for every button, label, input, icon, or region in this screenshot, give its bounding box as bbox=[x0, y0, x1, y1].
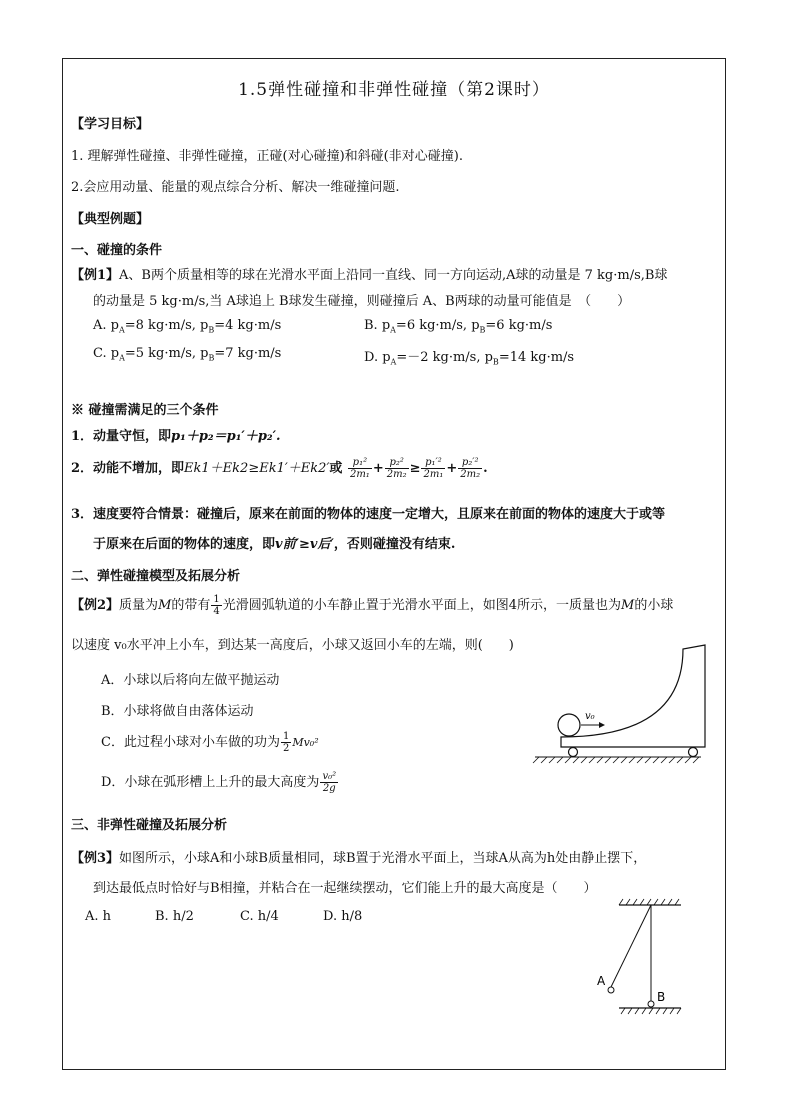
ex1-option-b bbox=[364, 318, 552, 335]
ex1-option-d bbox=[364, 346, 574, 367]
ex2-option-c bbox=[101, 731, 319, 754]
page-title: 1.5弹性碰撞和非弹性碰撞（第2课时） bbox=[238, 80, 550, 100]
ex3-option-d: D. h/8 bbox=[323, 909, 363, 924]
frac-num: 1 bbox=[213, 594, 220, 605]
conditions-heading: ※ 碰撞需满足的三个条件 bbox=[71, 403, 219, 418]
opt-c-sub-b: B bbox=[208, 353, 215, 363]
document-frame bbox=[62, 58, 726, 1070]
c2-or: 或 bbox=[329, 461, 343, 476]
c3-formula: v前′≥v后′ bbox=[275, 537, 334, 552]
cart-wheel-left bbox=[569, 748, 578, 757]
opt-d-mid: =－2 kg·m/s, p bbox=[396, 350, 493, 365]
ex2-line1 bbox=[71, 594, 673, 617]
part3-heading: 三、非弹性碰撞及拓展分析 bbox=[71, 818, 228, 833]
opt-a-end: =4 kg·m/s bbox=[214, 318, 282, 333]
ex2-option-a: A．小球以后将向左做平抛运动 bbox=[101, 673, 280, 688]
c2-prefix: 2．动能不增加，即 bbox=[71, 461, 185, 476]
ex3-option-b: B. h/2 bbox=[155, 909, 194, 924]
goal-1: 1. 理解弹性碰撞、非弹性碰撞，正碰(对心碰撞)和斜碰(非对心碰撞). bbox=[71, 149, 463, 164]
ex2-frac-height bbox=[320, 771, 338, 794]
ex2-frac-half bbox=[281, 731, 291, 754]
ex1-line2: 的动量是 5 kg·m/s,当 A球追上 B球发生碰撞，则碰撞后 A、B两球的动量可能值是 （ ） bbox=[93, 294, 631, 309]
ex2-tag: 【例2】 bbox=[71, 598, 120, 613]
ex2-t4: 的小球 bbox=[634, 598, 674, 613]
opt-a-sub-a: A bbox=[118, 325, 125, 335]
ball bbox=[558, 714, 580, 736]
c2-frac-3: $\frac{\text{p₁′²}}{\text{2m₁}}$ bbox=[423, 457, 444, 480]
ex3-option-c: C. h/4 bbox=[240, 909, 279, 924]
c2-frac-2: $\frac{\text{p₂²}}{\text{2m₂}}$ bbox=[386, 457, 407, 480]
string-angled bbox=[611, 905, 651, 987]
examples-heading: 【典型例题】 bbox=[71, 212, 150, 227]
opt-b-end: =6 kg·m/s bbox=[485, 318, 553, 333]
ex2-line2: 以速度 v₀水平冲上小车，到达某一高度后，小球又返回小车的左端，则( ) bbox=[71, 638, 514, 653]
goals-heading: 【学习目标】 bbox=[71, 117, 150, 132]
c3-text-b: ，否则碰撞没有结束. bbox=[333, 537, 456, 552]
floor-hatch bbox=[621, 1008, 681, 1014]
ground-hatch bbox=[533, 757, 699, 763]
opt-d-sub-a: A bbox=[390, 357, 397, 367]
part1-heading: 一、碰撞的条件 bbox=[71, 243, 163, 258]
ex3-line1 bbox=[71, 847, 646, 866]
frac-den: 4 bbox=[213, 606, 220, 617]
c1-formula: p₁＋p₂＝p₁′＋p₂′. bbox=[171, 429, 281, 444]
opt-c-sub-a: A bbox=[119, 353, 125, 363]
ex1-option-c bbox=[93, 346, 281, 363]
ex1-option-a bbox=[93, 318, 281, 335]
label-a: A bbox=[597, 974, 606, 988]
ex2-optc-text: C．此过程小球对小车做的功为 bbox=[101, 735, 280, 750]
ex2-optd-text: D．小球在弧形槽上上升的最大高度为 bbox=[101, 775, 320, 790]
ex2-frac-quarter bbox=[211, 594, 221, 617]
c2-frac-1: $\frac{\text{p₁²}}{\text{2m₁}}$ bbox=[349, 457, 370, 480]
condition-3-line2 bbox=[93, 533, 455, 552]
label-b: B bbox=[657, 990, 666, 1004]
opt-d-sub-b: B bbox=[492, 357, 499, 367]
v0-label: v₀ bbox=[585, 711, 595, 722]
ex1-tag: 【例1】 bbox=[71, 268, 120, 283]
pendulum-figure bbox=[591, 897, 691, 1027]
ex3-tag: 【例3】 bbox=[71, 851, 120, 866]
cart-body bbox=[561, 645, 705, 747]
ex2-t2: 的带有 bbox=[171, 598, 211, 613]
c3-text-a: 于原来在后面的物体的速度，即 bbox=[93, 537, 276, 552]
opt-c-mid: =5 kg·m/s, p bbox=[124, 346, 209, 361]
part2-heading: 二、弹性碰撞模型及拓展分析 bbox=[71, 569, 241, 584]
c1-prefix: 1．动量守恒，即 bbox=[71, 429, 172, 444]
ball-a bbox=[608, 987, 614, 993]
ex2-option-d bbox=[101, 771, 339, 794]
cart-figure bbox=[533, 639, 703, 764]
ex2-t1: 质量为 bbox=[119, 598, 159, 613]
goal-2: 2.会应用动量、能量的观点综合分析、解决一维碰撞问题. bbox=[71, 180, 400, 195]
condition-1 bbox=[71, 425, 281, 444]
opt-d-end: =14 kg·m/s bbox=[498, 350, 575, 365]
ex3-text1: 如图所示，小球A和小球B质量相同，球B置于光滑水平面上，当球A从高为h处由静止摆下， bbox=[119, 851, 647, 866]
opt-b-sub-b: B bbox=[479, 325, 486, 335]
frac-den: 2 bbox=[282, 743, 290, 754]
ball-b bbox=[648, 1001, 654, 1007]
opt-b-mid: =6 kg·m/s, p bbox=[395, 318, 480, 333]
frac-num: 1 bbox=[282, 731, 290, 742]
opt-a-sub-b: B bbox=[208, 325, 215, 335]
condition-3-line1: 3．速度要符合情景：碰撞后，原来在前面的物体的速度一定增大，且原来在前面的物体的速度大于或等 bbox=[71, 507, 666, 522]
c2-frac-4: $\frac{\text{p₂′²}}{\text{2m₂}}$ bbox=[460, 457, 481, 480]
ex3-option-a: A. h bbox=[85, 909, 112, 924]
ex2-m1: M bbox=[158, 598, 172, 613]
opt-d-p: D. p bbox=[364, 350, 391, 365]
opt-b-sub-a: A bbox=[390, 325, 396, 335]
opt-c-end: =7 kg·m/s bbox=[214, 346, 282, 361]
opt-b-p: B. p bbox=[364, 318, 391, 333]
frac-den: 2g bbox=[322, 783, 336, 794]
frac-num: v₀² bbox=[322, 771, 337, 782]
opt-c-p: C. p bbox=[93, 346, 120, 361]
velocity-arrowhead bbox=[599, 722, 605, 728]
ex2-t3: 光滑圆弧轨道的小车静止置于光滑水平面上，如图4所示，一质量也为 bbox=[222, 598, 622, 613]
c2-formula: Ek1＋Ek2≥Ek1′＋Ek2′ bbox=[184, 461, 330, 476]
opt-a-mid: =8 kg·m/s, p bbox=[124, 318, 209, 333]
ex2-optc-tail: Mv₀² bbox=[292, 736, 319, 749]
ex1-text1: A、B两个质量相等的球在光滑水平面上沿同一直线、同一方向运动,A球的动量是 7 kg·m/s,B球 bbox=[119, 268, 668, 283]
ex3-line2: 到达最低点时恰好与B相撞，并粘合在一起继续摆动，它们能上升的最大高度是（ ） bbox=[93, 881, 597, 896]
ex2-m2: M bbox=[621, 598, 635, 613]
condition-2: 2．动能不增加，即Ek1＋Ek2≥Ek1′＋Ek2′或 $\frac{\text{p₁²}}{\text{2m₁}}$ + $\frac{\text{p₂²}}{\text{2m₂}}$ ≥ $\frac{\text{p₁′²}}{\text{2m₁}}$ + $\frac{\text{p₂′²}}{\text{2m₂}}$ . bbox=[71, 457, 488, 480]
ex2-option-b: B．小球将做自由落体运动 bbox=[101, 704, 254, 719]
cart-wheel-right bbox=[689, 748, 698, 757]
ceiling-hatch bbox=[619, 899, 679, 905]
opt-a-p: A. p bbox=[93, 318, 119, 333]
ex1-line1 bbox=[71, 264, 667, 283]
